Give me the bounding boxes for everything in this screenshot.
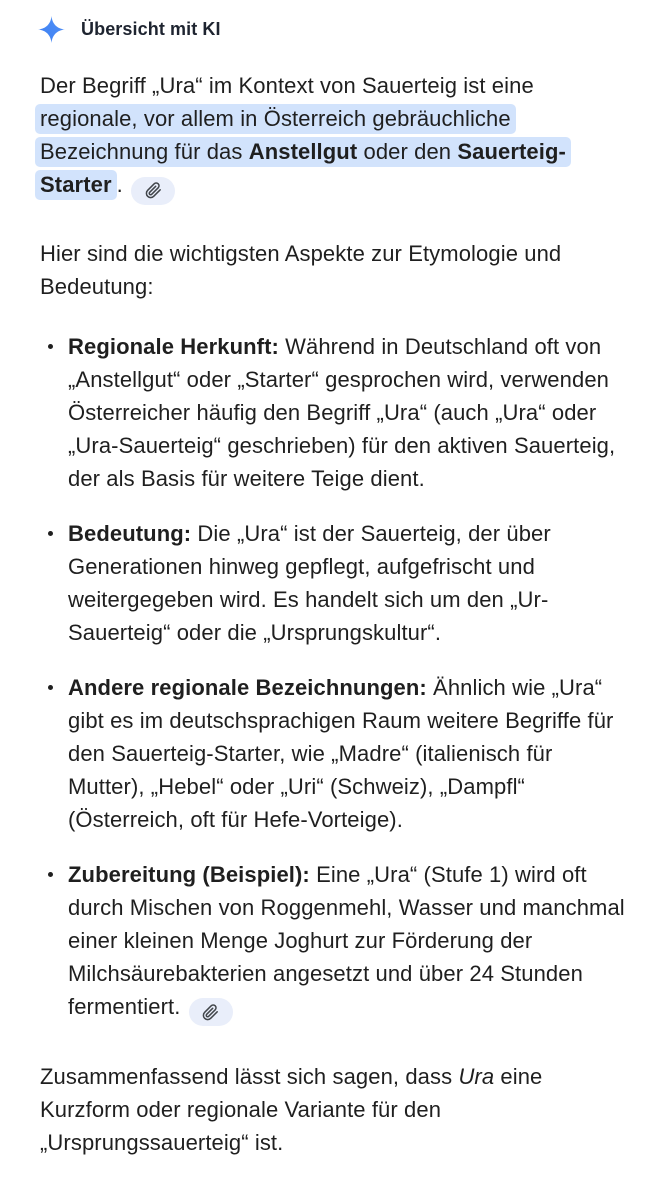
highlight-text-2: oder den [357,139,458,164]
cited-highlight[interactable] [35,104,571,200]
intro-suffix: . [116,172,130,197]
bullet-label: Zubereitung (Beispiel): [68,861,310,887]
highlight-bold-anstellgut: Anstellgut [248,139,358,164]
bullet-text: Eine „Ura“ (Stufe 1) wird oft durch Mischen von Roggenmehl, Wasser und manchmal einer kleinen Menge Joghurt zur Förderung der Milchsäurebakterien angesetzt und über 24 Stunden fermentiert. [68,861,625,1019]
bullet-label: Regionale Herkunft: [68,333,279,359]
ai-overview-title: Übersicht mit KI [81,19,221,39]
summary-italic-term: Ura [458,1064,495,1089]
subheading-paragraph: Hier sind die wichtigsten Aspekte zur Etymologie und Bedeutung: [40,240,562,299]
bullet-label: Bedeutung: [68,520,192,546]
aspect-list [40,330,629,1027]
paperclip-icon [145,182,162,199]
list-item-andere-bezeichnungen [40,671,629,836]
intro-paragraph [40,69,629,205]
summary-text-1: Zusammenfassend lässt sich sagen, dass [40,1064,459,1089]
ai-overview-header [38,16,629,43]
source-link-chip[interactable] [189,998,233,1026]
list-item-bedeutung [40,517,629,649]
paperclip-icon [202,1004,219,1021]
summary-paragraph [40,1060,629,1159]
gemini-sparkle-icon [38,16,65,43]
list-item-zubereitung [40,858,629,1027]
bullet-label: Andere regionale Bezeichnungen: [68,674,427,700]
intro-prefix: Der Begriff „Ura“ im Kontext von Sauerteig ist eine [40,73,534,98]
highlight-text-1: regionale, vor allem in Österreich gebräuchliche Bezeichnung für das [40,106,511,164]
highlight-bold-sauerteig-starter: Sauerteig-Starter [40,139,566,197]
summary-text-2: eine Kurzform oder regionale Variante für den „Ursprungssauerteig“ ist. [40,1064,543,1155]
list-item-regionale-herkunft [40,330,629,495]
bullet-text: Ähnlich wie „Ura“ gibt es im deutschsprachigen Raum weitere Begriffe für den Sauerteig-Starter, wie „Madre“ (italienisch für Mutter), „Hebel“ oder „Uri“ (Schweiz), „Dampfl“ (Österreich, oft für Hefe-Vorteige). [68,674,614,832]
bullet-text: Während in Deutschland oft von „Anstellgut“ oder „Starter“ gesprochen wird, verwenden Österreicher häufig den Begriff „Ura“ (auch „Ura“ oder „Ura-Sauerteig“ geschrieben) für den aktiven Sauerteig, der als Basis für weitere Teige dient. [68,333,616,491]
source-link-chip[interactable] [131,177,175,205]
bullet-text: Die „Ura“ ist der Sauerteig, der über Generationen hinweg gepflegt, aufgefrischt und weitergegeben wird. Es handelt sich um den „Ur-Sauerteig“ oder die „Ursprungskultur“. [68,520,551,645]
